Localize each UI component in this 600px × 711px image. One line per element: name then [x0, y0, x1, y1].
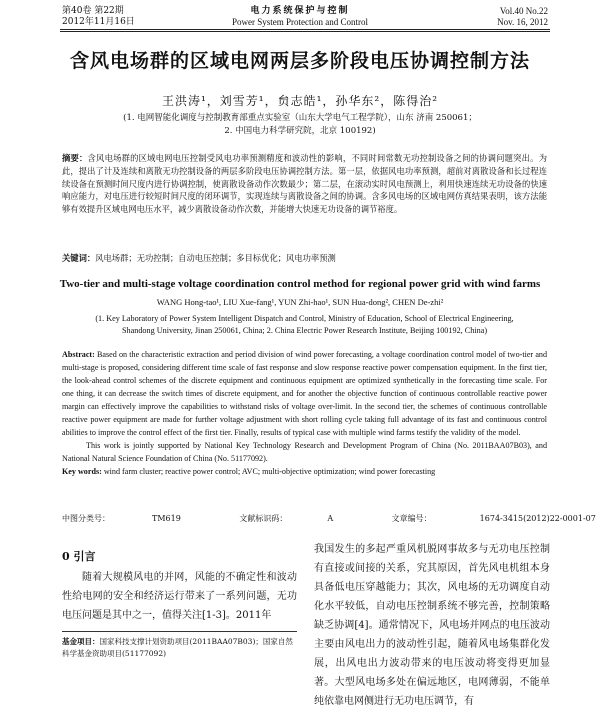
- fund-footnote: [62, 636, 297, 660]
- keywords-cn-label: 关键词：: [62, 253, 96, 263]
- journal-date-cn: 2012年11月16日: [62, 17, 135, 27]
- authors-cn: 王洪涛¹，刘雪芳¹，贠志皓¹，孙华东²，陈得治²: [161, 94, 439, 108]
- footnote-rule: [62, 631, 297, 632]
- abstract-en: [62, 348, 547, 478]
- abstract-cn-text: 含风电场群的区域电网电压控制受风电功率预测精度和波动性的影响，不同时间常数无功控制设备之间的协调问题突出。为此，提出了计及连续和离散无功控制设备的两层多阶段电压协调控制方法。第一层，依据风电功率预测，超前对离散设备和长过程连续设备在预测时间尺度内进行协调控制，使离散设备动作次数最少；第二层，在滚动实时风电预测上，利用快速连续无功设备的快速响应能力，对电压进行较短时间尺度的闭环调节，实现连续与离散设备之间的协调。含多风电场的区域电网仿真结果表明，该方法能够有效提升区域电网电压水平，减少离散设备动作次数，并能增大快速无功设备的调节裕度。: [62, 153, 547, 215]
- intro-right-column: 我国发生的多起严重风机脱网事故多与无功电压控制有直接或间接的关系，究其原因，首先风电机组本身具备低电压穿越能力；其次，风电场的无功调度自动化水平较低，自动电压控制系统不够完善，控制策略缺乏协调[4]。通常情况下，风电场并网点的电压波动主要由风电出力的波动性引起，随着风电场集群化发展，出风电出力波动带来的电压波动将变得更加显著。大型风电场多处在偏远地区，电网薄弱，不能单纯依靠电网侧进行无功电压调节，有: [314, 544, 550, 707]
- classification-row: [62, 513, 600, 524]
- fund-text: 国家科技支撑计划资助项目(2011BAA07B03)；国家自然科学基金资助项目(51177092): [62, 637, 293, 658]
- abstract-cn: [62, 152, 547, 216]
- keywords-cn: [62, 252, 547, 265]
- article-no-value: 1674-3415(2012)22-0001-07: [479, 514, 596, 523]
- article-no-label: 文章编号：: [391, 514, 432, 523]
- clc-label: 中图分类号：: [62, 514, 110, 523]
- keywords-en-label: Key words:: [62, 467, 102, 476]
- journal-name-cn: 电力系统保护与控制: [250, 6, 350, 16]
- affiliation-en-2: Shandong University, Jinan 250061, China; 2. China Electric Power Research Institute, Beijing 100192, China): [121, 326, 488, 335]
- intro-left-column: 随着大规模风电的并网，风能的不确定性和波动性给电网的安全和经济运行带来了一系列问题，无功电压问题是其中之一，值得关注[1-3]。2011年: [62, 572, 297, 621]
- support-statement-en: This work is jointly supported by National Key Technology Research and Development Program of China (No. 2011BAA07B03), and National Natural Science Foundation of China (No. 51177092).: [62, 441, 547, 463]
- journal-date-en: Nov. 16, 2012: [497, 17, 548, 27]
- authors-en: WANG Hong-tao¹, LIU Xue-fang¹, YUN Zhi-hao¹, SUN Hua-dong², CHEN De-zhi²: [156, 297, 444, 307]
- abstract-en-label: Abstract:: [62, 350, 95, 359]
- keywords-cn-text: 风电场群；无功控制；自动电压控制；多目标优化；风电功率预测: [95, 253, 336, 263]
- clc-value: TM619: [152, 514, 181, 523]
- paper-title-cn: 含风电场群的区域电网两层多阶段电压协调控制方法: [69, 50, 530, 72]
- journal-volume-en: Vol.40 No.22: [499, 6, 548, 16]
- abstract-cn-label: 摘要：: [62, 153, 88, 163]
- affiliation-en-1: (1. Key Laboratory of Power System Intelligent Dispatch and Control, Ministry of Education, School of Electrical Engineering,: [95, 314, 514, 323]
- fund-label: 基金项目：: [62, 637, 100, 646]
- doc-code-label: 文献标识码：: [239, 514, 288, 523]
- doc-code-value: A: [327, 514, 334, 523]
- journal-name-en: Power System Protection and Control: [232, 17, 368, 27]
- affiliation-cn-1: (1. 电网智能化调度与控制教育部重点实验室（山东大学电气工程学院），山东 济南 250061；: [123, 113, 477, 123]
- paper-title-en: Two-tier and multi-stage voltage coordination control method for regional power grid with wind farms: [59, 278, 541, 290]
- abstract-en-text: Based on the characteristic extraction and period division of wind power forecasting, a voltage coordination control model of two-tier and multi-stage is proposed, considering different time scale of fast response and slow response reactive power compensation equipment. In the first tier, the look-ahead control schemes of the discrete equipment and continuous equipment are optimized synthetically in the forecasting time scale. For one thing, it can decrease the switch times of discrete equipment, and for another the objective function of continuous controllable reactive power margin can effectively improve the capabilities to withstand risks of voltage over-limit. In the second tier, the schemes of continuous controllable reactive power equipment are made for further voltage adjustment with short rolling cycle taking full advantage of its fast and continuous control abilities to improve the control effect of the first tier. Finally, results of typical case with multiple wind farms testify the validity of the model.: [62, 350, 548, 437]
- journal-volume: 第40卷 第22期: [62, 6, 124, 16]
- section-heading-intro: 0 引言: [62, 550, 96, 563]
- affiliation-en: [62, 313, 547, 337]
- header-rule: [60, 29, 550, 30]
- affiliation-cn-2: 2. 中国电力科学研究院，北京 100192): [224, 126, 376, 136]
- keywords-en-text: wind farm cluster; reactive power control; AVC; multi-objective optimization; wind power forecasting: [103, 467, 436, 476]
- header-rule-2: [60, 31, 550, 32]
